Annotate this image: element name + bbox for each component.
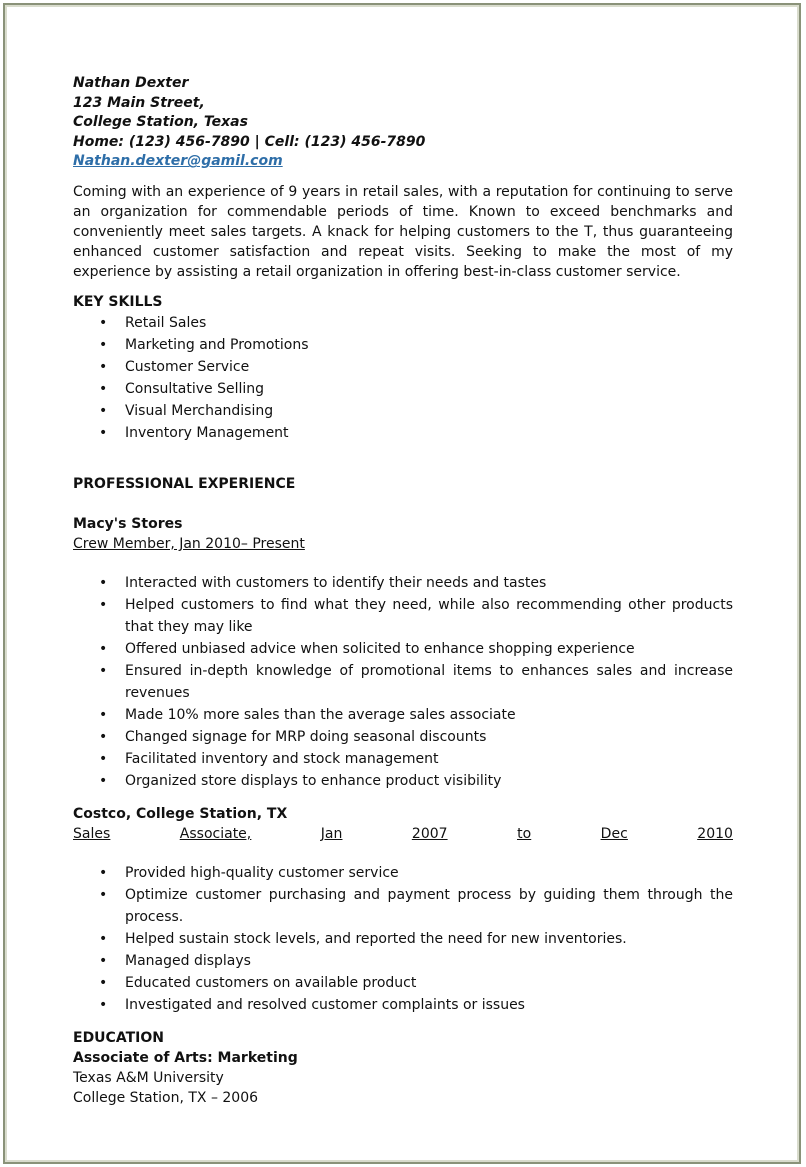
list-item: • Investigated and resolved customer complaints or issues bbox=[73, 994, 733, 1016]
list-item: • Helped sustain stock levels, and reported the need for new inventories. bbox=[73, 928, 733, 950]
list-item: • Offered unbiased advice when solicited to enhance shopping experience bbox=[73, 638, 733, 660]
list-item: • Optimize customer purchasing and payment process by guiding them through the process. bbox=[73, 884, 733, 928]
role-word: to bbox=[517, 825, 532, 842]
list-item: • Facilitated inventory and stock management bbox=[73, 748, 733, 770]
list-item: • Retail Sales bbox=[73, 312, 733, 334]
job-role: Crew Member, Jan 2010– Present bbox=[73, 535, 305, 552]
list-item: • Marketing and Promotions bbox=[73, 334, 733, 356]
list-item: • Inventory Management bbox=[73, 422, 733, 444]
list-item: • Made 10% more sales than the average sales associate bbox=[73, 704, 733, 726]
degree: Associate of Arts: Marketing bbox=[73, 1049, 298, 1066]
role-word: 2010 bbox=[697, 825, 733, 842]
list-item: • Helped customers to find what they need, while also recommending other products that they may like bbox=[73, 594, 733, 638]
city: College Station, Texas bbox=[73, 114, 248, 131]
role-word: Sales bbox=[73, 825, 111, 842]
list-item: • Managed displays bbox=[73, 950, 733, 972]
email-link[interactable]: Nathan.dexter@gamil.com bbox=[73, 153, 283, 170]
role-word: Jan bbox=[320, 825, 343, 842]
name: Nathan Dexter bbox=[73, 75, 189, 91]
list-item: • Consultative Selling bbox=[73, 378, 733, 400]
list-item: • Changed signage for MRP doing seasonal discounts bbox=[73, 726, 733, 748]
list-item: • Ensured in-depth knowledge of promotional items to enhances sales and increase revenues bbox=[73, 660, 733, 704]
company-name: Costco, College Station, TX bbox=[73, 805, 288, 822]
role-word: Dec bbox=[600, 825, 628, 842]
list-item: • Educated customers on available product bbox=[73, 972, 733, 994]
street: 123 Main Street, bbox=[73, 94, 205, 111]
job-bullets bbox=[73, 572, 733, 792]
school-location: College Station, TX – 2006 bbox=[73, 1089, 259, 1106]
resume bbox=[73, 74, 733, 1108]
list-item: • Customer Service bbox=[73, 356, 733, 378]
job-bullets bbox=[73, 862, 733, 1016]
school: Texas A&M University bbox=[73, 1069, 224, 1086]
list-item: • Interacted with customers to identify their needs and tastes bbox=[73, 572, 733, 594]
skills-heading: KEY SKILLS bbox=[73, 293, 163, 310]
experience-heading: PROFESSIONAL EXPERIENCE bbox=[73, 475, 296, 492]
list-item: • Organized store displays to enhance product visibility bbox=[73, 770, 733, 792]
skills-list bbox=[73, 312, 733, 444]
job-role bbox=[73, 824, 733, 844]
education-heading: EDUCATION bbox=[73, 1029, 164, 1046]
phones: Home: (123) 456-7890 | Cell: (123) 456-7890 bbox=[73, 133, 426, 150]
role-word: 2007 bbox=[411, 825, 448, 842]
contact-block bbox=[73, 74, 733, 172]
company-name: Macy's Stores bbox=[73, 515, 183, 532]
list-item: • Visual Merchandising bbox=[73, 400, 733, 422]
summary: Coming with an experience of 9 years in retail sales, with a reputation for continuing to serve an organization for commendable periods of time. Known to exceed benchmarks and conveniently meet sales targets. A knack for helping customers to the T, thus guaranteeing enhanced customer satisfaction and repeat visits. Seeking to make the most of my experience by assisting a retail organization in offering best-in-class customer service. bbox=[73, 183, 733, 280]
list-item: • Provided high-quality customer service bbox=[73, 862, 733, 884]
role-word: Associate, bbox=[179, 825, 252, 842]
